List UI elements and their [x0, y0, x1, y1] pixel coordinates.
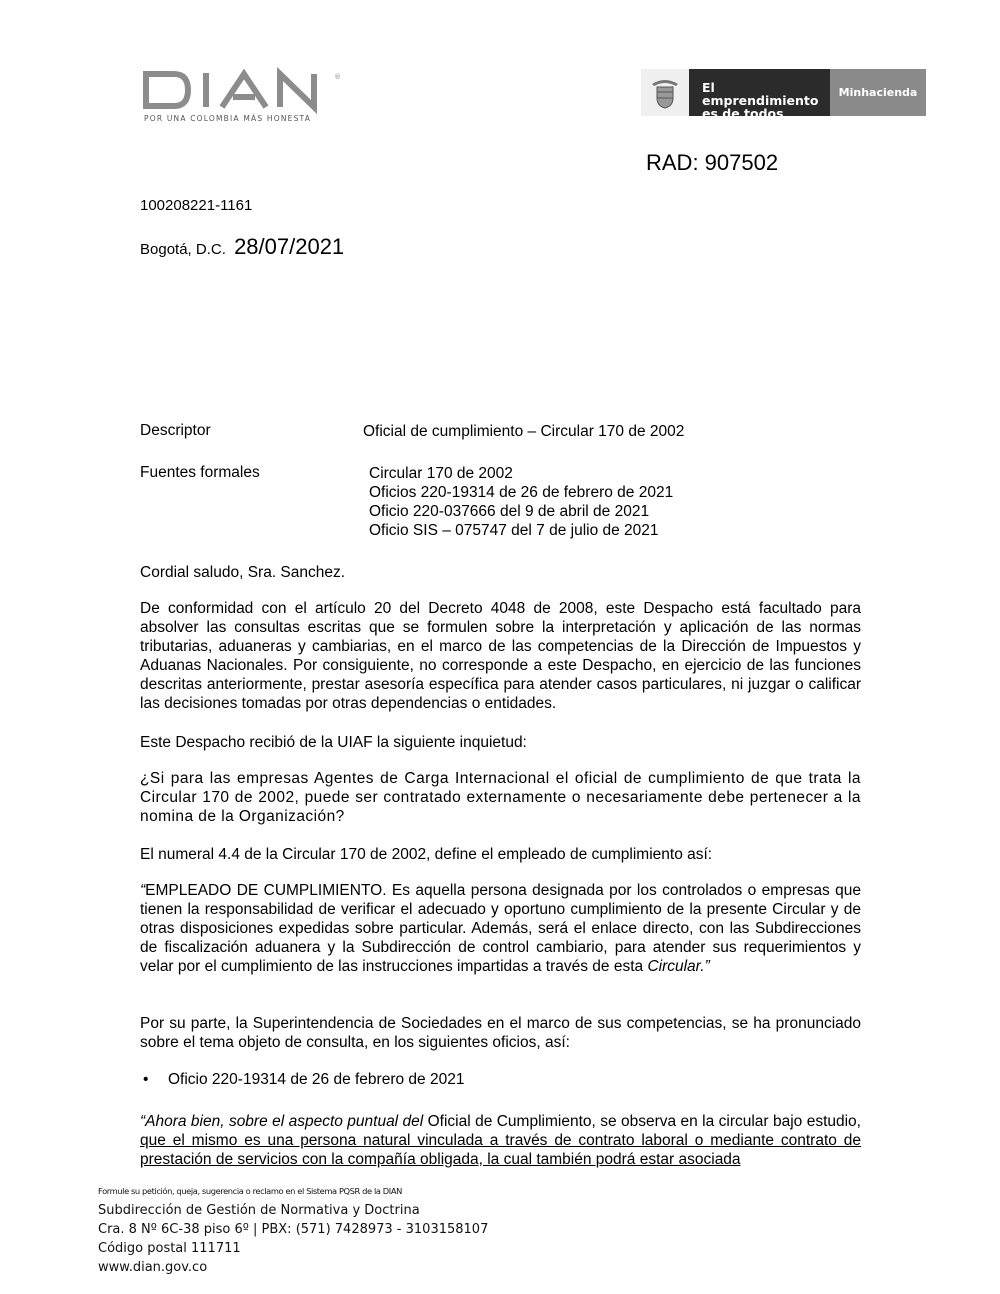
- place-date: [140, 234, 344, 260]
- banner-line-2: es de todos: [702, 106, 784, 121]
- rad-number: RAD: 907502: [646, 150, 779, 175]
- banner-line-1: El emprendimiento: [702, 80, 819, 108]
- footer-pqsr: Formule su petición, queja, sugerencia o reclamo en el Sistema PQSR de la DIAN: [98, 1186, 402, 1196]
- bullet-item: [143, 1071, 464, 1089]
- paragraph-inquiry-intro: Este Despacho recibió de la UIAF la siguiente inquietud:: [140, 734, 527, 751]
- quoted-office-excerpt: [140, 1113, 861, 1170]
- reference-number: 100208221-1161: [140, 197, 253, 214]
- logo-tagline: POR UNA COLOMBIA MÁS HONESTA: [144, 114, 312, 123]
- date: 28/07/2021: [234, 234, 345, 259]
- coat-of-arms-icon: [641, 69, 689, 116]
- footer-office: Subdirección de Gestión de Normativa y Doctrina: [98, 1203, 420, 1218]
- bullet-text: Oficio 220-19314 de 26 de febrero de 2021: [168, 1071, 465, 1088]
- quote-text: EMPLEADO DE CUMPLIMIENTO. Es aquella persona designada por los controlados o empresas que tienen la responsabilidad de verificar el adecuado y oportuno cumplimiento de la presente Circular y de otras disposiciones expedidas sobre particular. Además, será el enlace directo, con las Subdirecciones de fiscalización aduanera y la Subdirección de control cambiario, para atender sus requerimientos y velar por el cumplimiento de las instrucciones impartidas a través de esta: [140, 882, 861, 975]
- quoted-definition: [140, 882, 861, 977]
- dian-logo: [140, 70, 350, 128]
- excerpt-italic: “Ahora bien, sobre el aspecto puntual del: [140, 1113, 424, 1130]
- footer-postal: Código postal 111711: [98, 1241, 241, 1256]
- descriptor-value: Oficial de cumplimiento – Circular 170 de 2002: [363, 423, 685, 440]
- dian-logo-mark: [140, 70, 340, 110]
- source-item: Oficios 220-19314 de 26 de febrero de 2021: [369, 484, 674, 501]
- banner-ministry: Minhacienda: [830, 69, 926, 116]
- sources-label: Fuentes formales: [140, 464, 260, 481]
- paragraph-competence: De conformidad con el artículo 20 del Decreto 4048 de 2008, este Despacho está facultado para absolver las consultas escritas que se formulen sobre la interpretación y aplicación de las normas tributarias, aduaneras y cambiarias, en el marco de las competencias de la Dirección de Impuestos y Aduanas Nacionales. Por consiguiente, no corresponde a este Despacho, en ejercicio de las funciones descritas anteriormente, prestar asesoría específica para atender casos particulares, ni juzgar o calificar las decisiones tomadas por otras dependencias o entidades.: [140, 600, 861, 712]
- quote-end: Circular.”: [647, 957, 710, 975]
- source-item: Oficio SIS – 075747 del 7 de julio de 2021: [369, 522, 659, 539]
- source-item: Circular 170 de 2002: [369, 465, 513, 482]
- footer-website[interactable]: www.dian.gov.co: [98, 1260, 208, 1275]
- bullet-dot: •: [143, 1071, 149, 1088]
- place: Bogotá, D.C.: [140, 241, 226, 258]
- banner-slogan: [689, 69, 830, 121]
- excerpt-underlined: que el mismo es una persona natural vinculada a través de contrato laboral o mediante contrato de prestación de servicios con la compañía obligada, la cual también podrá estar asociada: [140, 1131, 861, 1168]
- government-banner: [641, 69, 926, 121]
- excerpt-normal: Oficial de Cumplimiento, se observa en la circular bajo estudio,: [423, 1113, 861, 1130]
- consultation-question: ¿Si para las empresas Agentes de Carga Internacional el oficial de cumplimiento de que trata la Circular 170 de 2002, puede ser contratado externamente o necesariamente debe pertenecer a la nomina de la Organización?: [140, 770, 861, 825]
- svg-text:®: ®: [334, 73, 341, 81]
- greeting: Cordial saludo, Sra. Sanchez.: [140, 564, 346, 581]
- paragraph-superintendencia: Por su parte, la Superintendencia de Sociedades en el marco de sus competencias, se ha pronunciado sobre el tema objeto de consulta, en los siguientes oficios, así:: [140, 1015, 861, 1051]
- sources-list: [369, 464, 673, 540]
- source-item: Oficio 220-037666 del 9 de abril de 2021: [369, 503, 650, 520]
- descriptor-label: Descriptor: [140, 422, 211, 439]
- footer: [98, 1186, 488, 1277]
- footer-address: Cra. 8 Nº 6C-38 piso 6º | PBX: (571) 7428973 - 3103158107: [98, 1222, 489, 1237]
- quote-open-mark: “: [140, 882, 146, 899]
- paragraph-definition-intro: El numeral 4.4 de la Circular 170 de 2002, define el empleado de cumplimiento así:: [140, 846, 713, 863]
